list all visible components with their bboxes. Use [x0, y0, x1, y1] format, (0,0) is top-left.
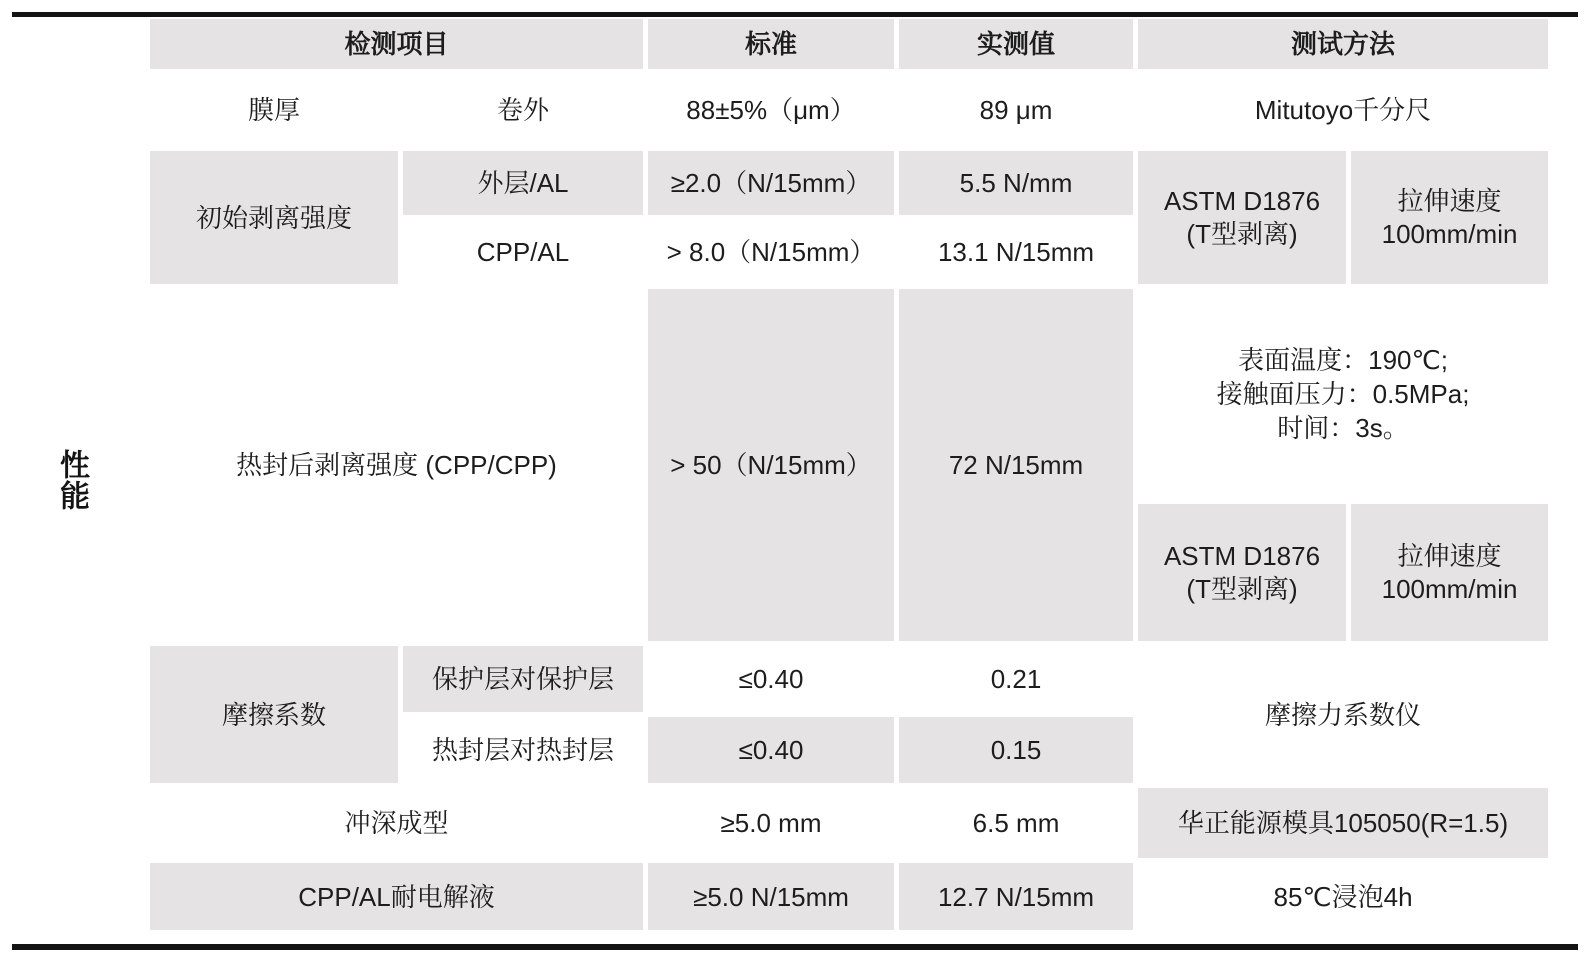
deep-draw-name-cell: 冲深成型 [150, 788, 643, 858]
heat-seal-name-cell: 热封后剥离强度 (CPP/CPP) [150, 289, 643, 641]
row-heat-seal-peel-top [150, 289, 1548, 499]
header-method: 测试方法 [1138, 19, 1548, 69]
deep-draw-measured-cell: 6.5 mm [899, 788, 1133, 858]
method-speed-line1: 拉伸速度 [1397, 185, 1502, 216]
row-deep-draw [150, 788, 1548, 858]
method-astm-line1: ASTM D1876 [1163, 540, 1321, 571]
heat-seal-measured-cell: 72 N/15mm [899, 289, 1133, 641]
row-initial-peel-outer [150, 151, 1548, 215]
initial-peel-outer-sub-cell: 外层/AL [403, 151, 643, 215]
row-electrolyte [150, 863, 1548, 930]
condition-time: 时间：3s。 [1277, 413, 1409, 443]
initial-peel-name-cell: 初始剥离强度 [150, 151, 398, 284]
method-astm-line2: (T型剥离) [1186, 218, 1298, 249]
initial-peel-cpp-sub-cell: CPP/AL [403, 220, 643, 284]
initial-peel-method-speed-cell [1351, 151, 1548, 284]
friction-seal-measured-cell: 0.15 [899, 717, 1133, 783]
row-thickness [150, 74, 1548, 146]
method-speed-line2: 100mm/min [1381, 573, 1518, 604]
electrolyte-method-cell: 85℃浸泡4h [1138, 863, 1548, 930]
electrolyte-name-cell: CPP/AL耐电解液 [150, 863, 643, 930]
deep-draw-standard-cell: ≥5.0 mm [648, 788, 894, 858]
electrolyte-standard-cell: ≥5.0 N/15mm [648, 863, 894, 930]
method-speed-line1: 拉伸速度 [1397, 540, 1502, 571]
thickness-method-cell: Mitutoyo千分尺 [1138, 74, 1548, 146]
thickness-sub-cell: 卷外 [403, 74, 643, 146]
friction-protect-measured-cell: 0.21 [899, 646, 1133, 712]
header-row [150, 19, 1548, 69]
spec-table [145, 14, 1553, 935]
heat-seal-method-standard-cell [1138, 504, 1346, 641]
initial-peel-cpp-standard-cell: > 8.0（N/15mm） [648, 220, 894, 284]
bottom-rule-line [12, 944, 1578, 950]
heat-seal-standard-cell: > 50（N/15mm） [648, 289, 894, 641]
thickness-name-cell: 膜厚 [150, 74, 398, 146]
header-test-item: 检测项目 [150, 19, 643, 69]
method-speed-line2: 100mm/min [1381, 218, 1518, 249]
heat-seal-condition-cell [1138, 289, 1548, 499]
friction-method-cell: 摩擦力系数仪 [1138, 646, 1548, 783]
method-astm-line2: (T型剥离) [1186, 573, 1298, 604]
initial-peel-outer-measured-cell: 5.5 N/mm [899, 151, 1133, 215]
friction-protect-standard-cell: ≤0.40 [648, 646, 894, 712]
friction-name-cell: 摩擦系数 [150, 646, 398, 783]
friction-seal-standard-cell: ≤0.40 [648, 717, 894, 783]
initial-peel-method-standard-cell [1138, 151, 1346, 284]
thickness-measured-cell: 89 μm [899, 74, 1133, 146]
header-standard: 标准 [648, 19, 894, 69]
method-astm-line1: ASTM D1876 [1163, 185, 1321, 216]
heat-seal-method-speed-cell [1351, 504, 1548, 641]
friction-seal-sub-cell: 热封层对热封层 [403, 717, 643, 783]
electrolyte-measured-cell: 12.7 N/15mm [899, 863, 1133, 930]
initial-peel-cpp-measured-cell: 13.1 N/15mm [899, 220, 1133, 284]
friction-protect-sub-cell: 保护层对保护层 [403, 646, 643, 712]
header-measured: 实测值 [899, 19, 1133, 69]
deep-draw-method-cell: 华正能源模具105050(R=1.5) [1138, 788, 1548, 858]
category-side-label: 性能 [55, 449, 88, 511]
initial-peel-outer-standard-cell: ≥2.0（N/15mm） [648, 151, 894, 215]
row-friction-protect [150, 646, 1548, 712]
condition-temperature: 表面温度：190℃; [1238, 345, 1448, 375]
thickness-standard-cell: 88±5%（μm） [648, 74, 894, 146]
condition-pressure: 接触面压力：0.5MPa; [1216, 379, 1470, 409]
